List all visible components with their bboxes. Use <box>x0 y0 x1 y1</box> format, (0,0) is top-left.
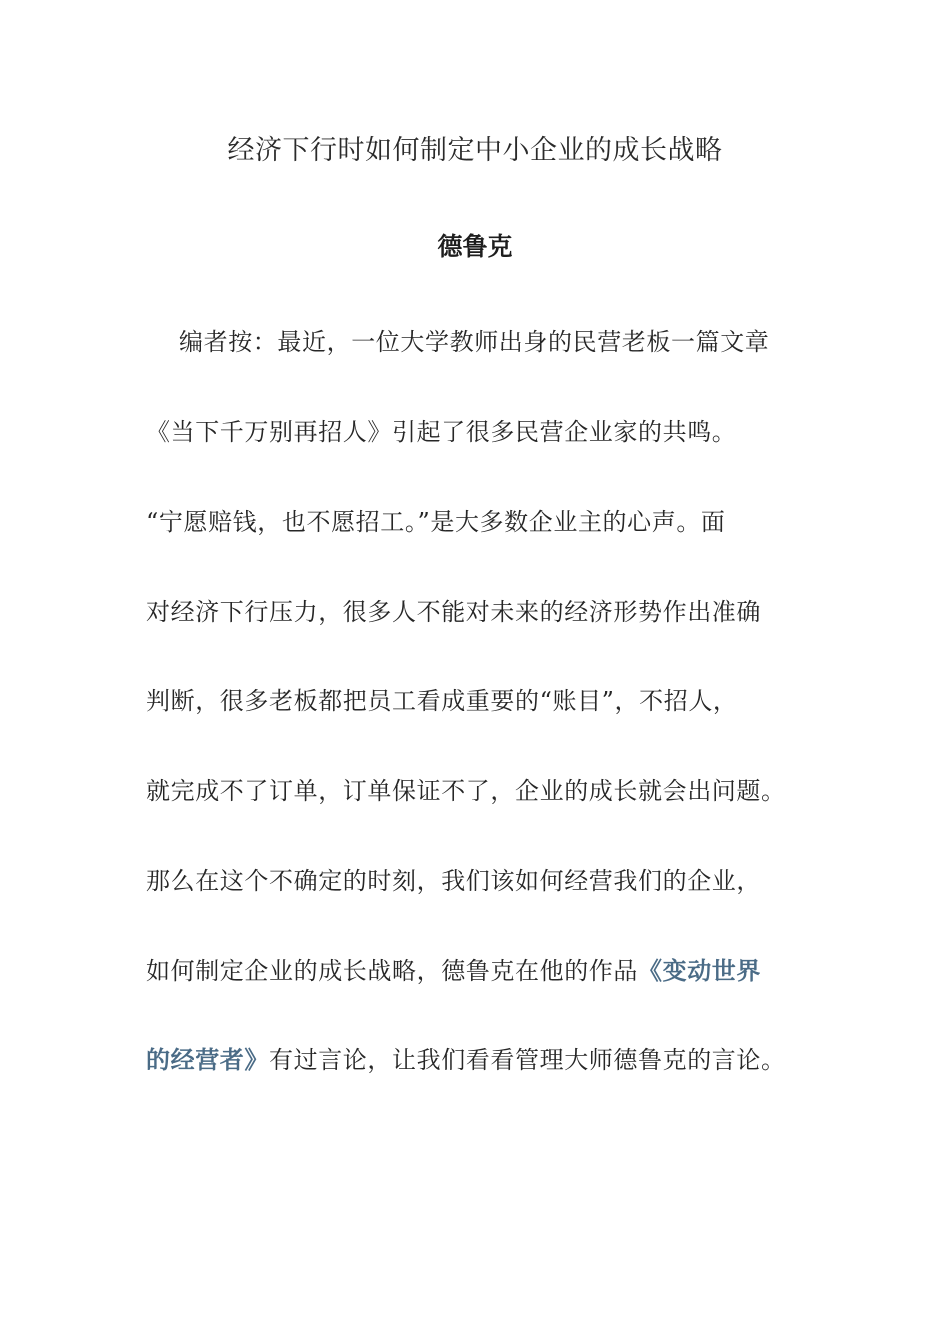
document-title: 经济下行时如何制定中小企业的成长战略 <box>227 135 723 166</box>
paragraph-line: 就完成不了订单，订单保证不了，企业的成长就会出问题。 <box>146 777 786 805</box>
paragraph-line: 编者按：最近，一位大学教师出身的民营老板一篇文章 <box>179 328 770 356</box>
paragraph-text: 如何制定企业的成长战略，德鲁克在他的作品 <box>146 957 638 985</box>
paragraph-text: 有过言论，让我们看看管理大师德鲁克的言论。 <box>269 1046 786 1074</box>
book-title-link[interactable]: 的经营者》 <box>146 1046 269 1074</box>
paragraph-line: “宁愿赔钱，也不愿招工。”是大多数企业主的心声。面 <box>146 508 726 536</box>
paragraph-line <box>146 1040 786 1075</box>
paragraph-line: 判断，很多老板都把员工看成重要的“账目”，不招人， <box>146 687 738 715</box>
document-author: 德鲁克 <box>437 232 513 261</box>
book-title-link[interactable]: 《变动世界 <box>638 957 761 985</box>
paragraph-line: 对经济下行压力，很多人不能对未来的经济形势作出准确 <box>146 598 761 626</box>
paragraph-line <box>146 951 761 986</box>
paragraph-line: 那么在这个不确定的时刻，我们该如何经营我们的企业， <box>146 867 761 895</box>
paragraph-line: 《当下千万别再招人》引起了很多民营企业家的共鸣。 <box>146 418 737 446</box>
